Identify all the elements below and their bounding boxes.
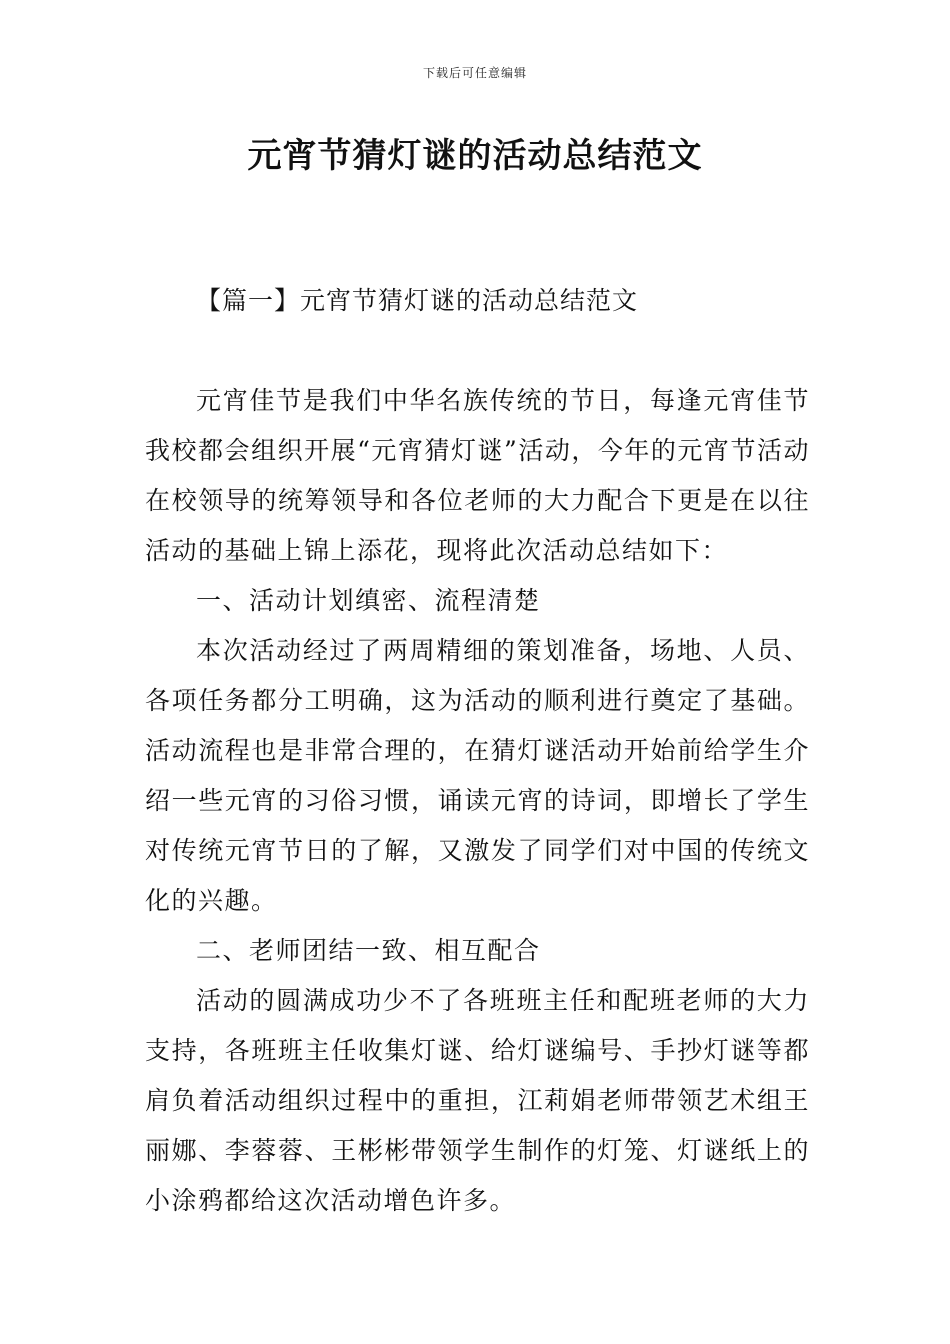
header-note: 下载后可任意编辑	[422, 66, 527, 80]
section-heading: 【篇一】元宵节猜灯谜的活动总结范文	[196, 286, 639, 315]
paragraph-intro: 元宵佳节是我们中华名族传统的节日，每逢元宵佳节我校都会组织开展“元宵猜灯谜”活动，今年的元宵节活动在校领导的统筹领导和各位老师的大力配合下更是在以往活动的基础上锦上添花，现将此次活动总结如下：	[145, 386, 810, 565]
subheading-one: 一、活动计划缜密、流程清楚	[196, 586, 541, 615]
paragraph-teachers: 活动的圆满成功少不了各班班主任和配班老师的大力支持，各班班主任收集灯谜、给灯谜编号、手抄灯谜等都肩负着活动组织过程中的重担，江莉娟老师带领艺术组王丽娜、李蓉蓉、王彬彬带领学生制作的灯笼、灯谜纸上的小涂鸦都给这次活动增色许多。	[145, 986, 810, 1215]
document-title: 元宵节猜灯谜的活动总结范文	[247, 136, 703, 176]
subheading-two: 二、老师团结一致、相互配合	[196, 936, 541, 965]
paragraph-planning: 本次活动经过了两周精细的策划准备，场地、人员、各项任务都分工明确，这为活动的顺利进行奠定了基础。活动流程也是非常合理的，在猜灯谜活动开始前给学生介绍一些元宵的习俗习惯，诵读元宵的诗词，即增长了学生对传统元宵节日的了解，又激发了同学们对中国的传统文化的兴趣。	[145, 636, 810, 915]
document-body	[145, 376, 810, 1226]
